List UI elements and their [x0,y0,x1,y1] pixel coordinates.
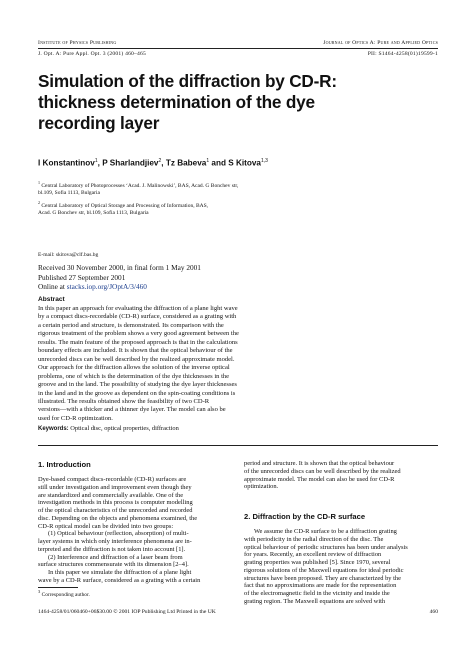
journal-name: Journal of Optics A: Pure and Applied Optics [323,40,438,46]
article-title [38,71,438,134]
text-line: of the electromagnetic field in the vicinity and inside the [244,590,390,597]
author-sep: , [161,158,166,168]
abstract-line: used for CD-R optimization. [38,414,113,422]
keywords-text: Optical disc, optical properties, diffraction [70,425,179,432]
abstract-heading: Abstract [38,296,65,303]
text-line: grating properties was published [5]. Since 1970, several [244,559,391,566]
text-line: with periodicity in the radial direction of the disc. The [244,535,384,543]
text-line: of the unrecorded discs can be well described by the realized [244,467,401,475]
text-line: optical behaviour of periodic structures has been under analysis [244,543,408,551]
text-line: terpreted and the diffraction is not taken into account [1]. [38,545,186,553]
section-2-heading: 2. Diffraction by the CD-R surface [244,512,366,521]
abstract-line: In this paper an approach for evaluating the diffraction of a plane light wave [38,305,238,312]
abstract-line: groove and in the land. The possibility of studying the dye layer thicknesses [38,381,237,389]
pii: PII: S1464-4258(01)19599-1 [367,51,438,57]
title-line: Simulation of the diffraction by CD-R: [38,71,337,91]
text-line: for years. Recently, an excellent review of diffraction [244,551,382,559]
text-line: approximate model. The model can also be used for CD-R [244,475,395,483]
section-2-body [244,528,438,606]
article-dates [38,263,201,292]
author-list [38,158,268,168]
paragraph [38,569,230,585]
text-line: surface structures commensurate with its dimension [2–4]. [38,561,189,569]
author-sep: , [97,158,103,168]
text-line: investigation methods in this process is computer modelling [38,499,193,507]
text-line: period and structure. It is shown that the optical behaviour [244,460,395,467]
footnote [38,589,90,598]
affiliation-sup: 1 [38,180,40,185]
abstract-line: boundary effects are included. It is shown that the optical behaviour of the [38,347,233,355]
section-1-heading: 1. Introduction [38,460,91,469]
text-line: (2) Interference and diffraction of a laser beam from [48,553,183,561]
affiliation-1 [38,179,398,197]
page-number: 460 [429,609,438,615]
title-line: recording layer [38,113,160,133]
author-sup: 1,3 [260,158,268,164]
paragraph [38,554,230,570]
keywords-label: Keywords: [38,426,69,432]
abstract-line: in the land and in the groove as dependent on the spin-coating conditions is [38,389,236,397]
text-line: In this paper we simulate the diffraction of a plane light [48,569,192,576]
page-footer [38,609,438,615]
keywords [38,425,179,432]
author-sup: 1 [206,158,210,164]
text-line: of the optical characteristics of the unrecorded and recorded [38,507,193,514]
online-link[interactable]: stacks.iop.org/JOptA/3/460 [66,282,147,291]
text-line: fact that no approximations are made for the representation [244,582,397,590]
abstract-line: a certain period and structure, is demonstrated. Its comparison with the [38,321,224,329]
text-line: rigorous solutions of the Maxwell equations for ideal periodic [244,566,404,574]
author-sup: 2 [158,158,162,164]
text-line: We assume the CD-R surface to be a diffraction grating [254,528,397,535]
text-line: structures have been proposed. They are characterized by the [244,574,401,582]
text-line: wave by a CD-R surface, considered as a grating with a certain [38,576,201,584]
author-name: Tz Babeva [165,158,207,168]
author-name: P Sharlandjiev [102,158,159,168]
affiliation-sup: 2 [38,200,40,205]
text-line: (1) Optical behaviour (reflection, absorption) of multi- [48,530,189,538]
affiliation-line: bl.109, Sofia 1113, Bulgaria [38,190,100,197]
header-rule [38,48,438,49]
author-name: I Konstantinov [38,158,95,168]
paragraph [38,476,230,530]
corresponding-email: E-mail: skitova@clf.bas.bg [38,252,99,258]
abstract-line: by a compact discs-recordable (CD-R) surface, considered as a grating with [38,313,237,321]
footnote-sup: 3 [38,589,41,594]
journal-publisher: Institute of Physics Publishing [38,40,117,46]
footnote-text: Corresponding author. [41,591,90,598]
footer-copyright: 1464-4258/01/060460+06$30.00 © 2001 IOP Publishing Ltd Printed in the UK [38,609,216,615]
abstract-line: versions—with a thicker and a thinner dye layer. The model can also be [38,406,226,414]
author-sup: 1 [94,158,98,164]
received-date: Received 30 November 2000, in final form 1 May 2001 [38,263,201,272]
abstract-line: illustrated. The results obtained show the feasibility of two CD-R [38,397,210,405]
abstract-line: results. The main feature of the proposed approach is that in the calculations [38,338,238,346]
abstract-line: unrecorded discs can be well described by the realized approximate model. [38,355,235,363]
author-sep: and [209,158,229,168]
affiliation-line: Acad. G Bonchev str, bl.109, Sofia 1113, Bulgaria [38,210,149,217]
text-line: disc. Depending on the objects and phenomena examined, the [38,514,198,522]
abstract-line: rigorous treatment of the problem shows a very good agreement between the [38,330,239,338]
paragraph [244,528,438,606]
online-prefix: Online at [38,282,67,291]
section-1-body [38,476,230,585]
abstract-line: problems, one of which is the determination of the dye thicknesses in the [38,372,230,380]
text-line: CD-R optical model can be divided into two groups: [38,522,174,530]
body-rule [38,445,438,446]
paragraph [38,530,230,553]
right-column-intro [244,460,438,491]
affiliation-line: Central Laboratory of Photoprocesses ‘Acad. J. Malinowski’, BAS, Acad. G Bonchev str, [41,182,239,189]
footnote-rule [38,587,78,588]
text-line: Dye-based compact discs-recordable (CD-R) surfaces are [38,476,187,483]
affiliation-line: Central Laboratory of Optical Storage and Processing of Information, BAS, [41,202,209,209]
abstract-line: Our approach for the diffraction allows the solution of the inverse optical [38,364,230,372]
author-name: S Kitova [228,158,261,168]
online-line [38,282,201,292]
text-line: are standardized and commercially available. One of the [38,491,184,499]
title-line: thickness determination of the dye [38,92,315,112]
abstract-body [38,305,404,423]
text-line: grating region. The Maxwell equations are solved with [244,597,386,605]
text-line: still under investigation and improvement even though they [38,483,192,491]
affiliation-2 [38,199,398,217]
published-date: Published 27 September 2001 [38,272,126,282]
text-line: layer systems in which only interference phenomena are in- [38,538,192,545]
citation: J. Opt. A: Pure Appl. Opt. 3 (2001) 460–465 [38,51,147,57]
text-line: optimization. [244,483,279,491]
